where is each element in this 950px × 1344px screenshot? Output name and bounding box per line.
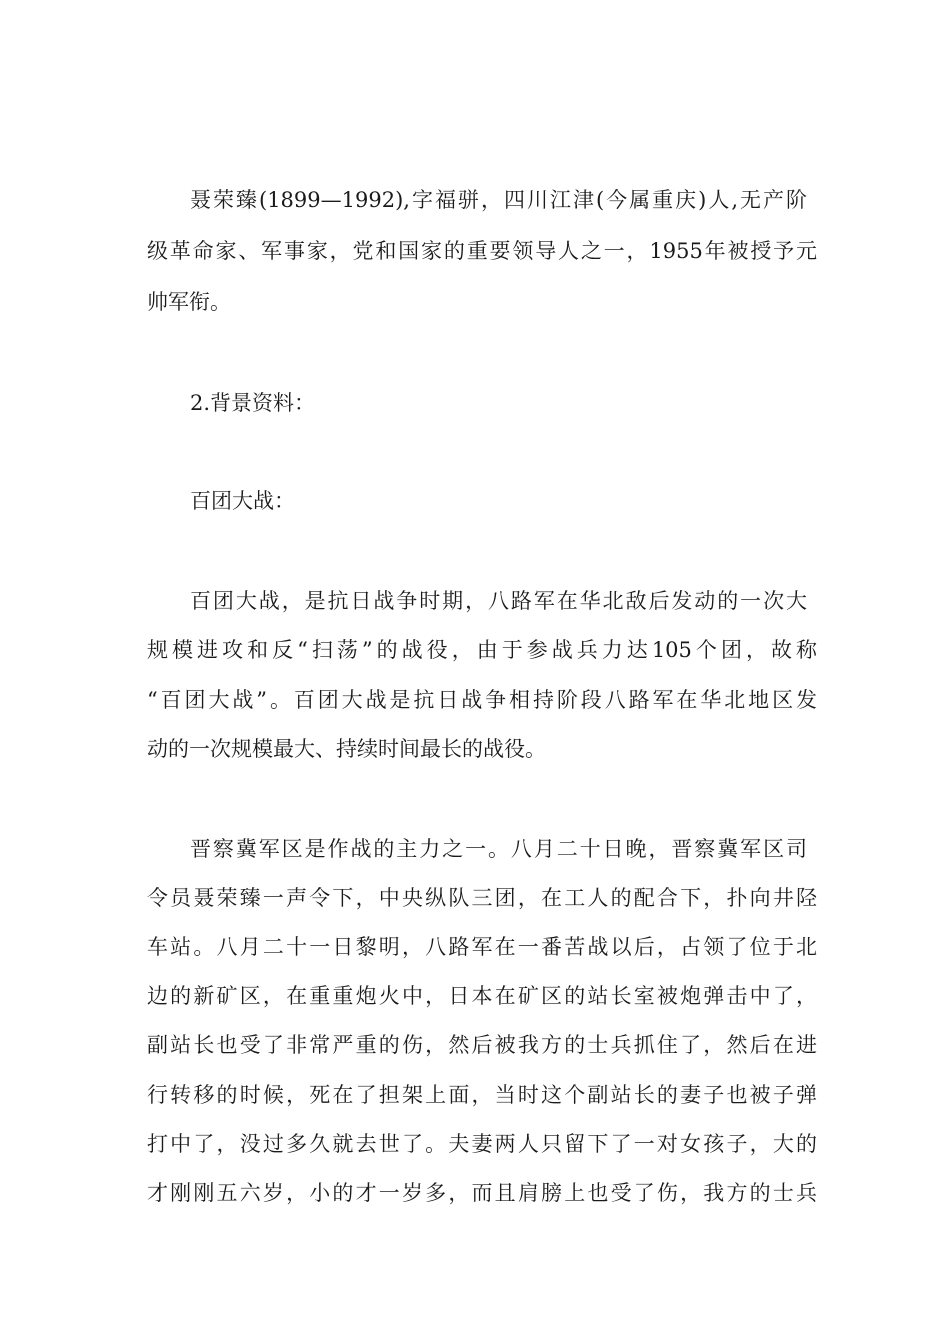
- paragraph-line: 车站。八月二十一日黎明，八路军在一番苦战以后，占领了位于北: [147, 935, 817, 959]
- paragraph-line: 副站长也受了非常严重的伤，然后被我方的士兵抓住了，然后在进: [147, 1033, 817, 1057]
- paragraph-line: “百团大战”。百团大战是抗日战争相持阶段八路军在华北地区发: [147, 688, 817, 712]
- paragraph-line: 聂荣臻(1899—1992),字福骈，四川江津(今属重庆)人,无产阶: [190, 188, 807, 212]
- paragraph-line: 级革命家、军事家，党和国家的重要领导人之一，1955年被授予元: [147, 239, 817, 263]
- paragraph-line: 百团大战，是抗日战争时期，八路军在华北敌后发动的一次大: [190, 589, 807, 613]
- paragraph-line: 帅军衔。: [147, 290, 231, 314]
- paragraph-line: 规模进攻和反“扫荡”的战役，由于参战兵力达105个团，故称: [147, 638, 817, 662]
- paragraph-line: 行转移的时候，死在了担架上面，当时这个副站长的妻子也被子弹: [147, 1083, 817, 1107]
- paragraph-line: 边的新矿区，在重重炮火中，日本在矿区的站长室被炮弹击中了，: [147, 984, 817, 1008]
- paragraph-line: 打中了，没过多久就去世了。夫妻两人只留下了一对女孩子，大的: [147, 1132, 817, 1156]
- subsection-heading: 百团大战：: [190, 489, 295, 513]
- paragraph-line: 才刚刚五六岁，小的才一岁多，而且肩膀上也受了伤，我方的士兵: [147, 1181, 817, 1205]
- paragraph-line: 晋察冀军区是作战的主力之一。八月二十日晚，晋察冀军区司: [190, 837, 807, 861]
- paragraph-line: 令员聂荣臻一声令下，中央纵队三团，在工人的配合下，扑向井陉: [147, 886, 817, 910]
- section-heading: 2.背景资料：: [190, 391, 316, 415]
- paragraph-line: 动的一次规模最大、持续时间最长的战役。: [147, 737, 546, 761]
